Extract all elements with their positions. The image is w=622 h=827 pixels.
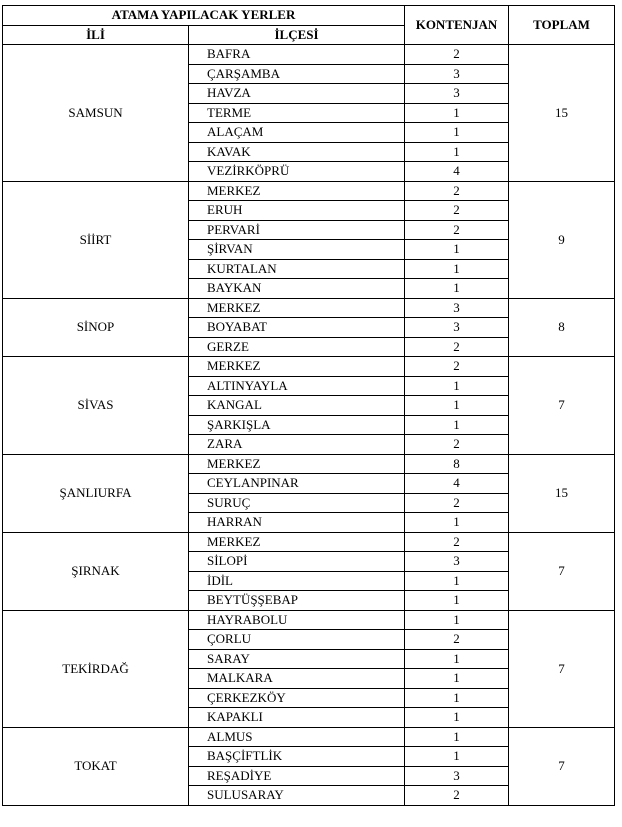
quota-cell: 2	[405, 532, 509, 552]
quota-cell: 2	[405, 201, 509, 221]
district-cell: KAPAKLI	[189, 708, 405, 728]
quota-cell: 1	[405, 396, 509, 416]
district-cell: MERKEZ	[189, 532, 405, 552]
district-cell: BOYABAT	[189, 318, 405, 338]
district-cell: VEZİRKÖPRÜ	[189, 162, 405, 182]
district-cell: HARRAN	[189, 513, 405, 533]
province-cell: SİİRT	[3, 181, 189, 298]
quota-cell: 1	[405, 103, 509, 123]
district-cell: BEYTÜŞŞEBAP	[189, 591, 405, 611]
total-cell: 7	[509, 357, 615, 455]
table-row	[3, 357, 615, 377]
quota-cell: 1	[405, 591, 509, 611]
total-cell: 7	[509, 610, 615, 727]
quota-cell: 4	[405, 162, 509, 182]
total-cell: 7	[509, 532, 615, 610]
quota-cell: 2	[405, 786, 509, 806]
district-cell: HAYRABOLU	[189, 610, 405, 630]
table-row	[3, 298, 615, 318]
quota-cell: 8	[405, 454, 509, 474]
quota-cell: 1	[405, 708, 509, 728]
total-cell: 15	[509, 45, 615, 182]
district-cell: TERME	[189, 103, 405, 123]
quota-cell: 1	[405, 376, 509, 396]
table-row	[3, 532, 615, 552]
total-cell: 7	[509, 727, 615, 805]
district-cell: SURUÇ	[189, 493, 405, 513]
quota-cell: 1	[405, 279, 509, 299]
quota-cell: 3	[405, 298, 509, 318]
district-cell: ÇORLU	[189, 630, 405, 650]
district-cell: İDİL	[189, 571, 405, 591]
quota-cell: 2	[405, 357, 509, 377]
province-cell: TEKİRDAĞ	[3, 610, 189, 727]
quota-cell: 1	[405, 240, 509, 260]
district-cell: PERVARİ	[189, 220, 405, 240]
table-body	[3, 45, 615, 806]
district-cell: KURTALAN	[189, 259, 405, 279]
quota-cell: 2	[405, 220, 509, 240]
header-toplam: TOPLAM	[509, 6, 615, 45]
table-row	[3, 45, 615, 65]
quota-cell: 1	[405, 571, 509, 591]
district-cell: SULUSARAY	[189, 786, 405, 806]
province-cell: SAMSUN	[3, 45, 189, 182]
table-row	[3, 454, 615, 474]
district-cell: ALTINYAYLA	[189, 376, 405, 396]
quota-cell: 1	[405, 610, 509, 630]
district-cell: ALAÇAM	[189, 123, 405, 143]
table-row	[3, 181, 615, 201]
quota-cell: 2	[405, 435, 509, 455]
district-cell: MERKEZ	[189, 357, 405, 377]
district-cell: KAVAK	[189, 142, 405, 162]
quota-cell: 3	[405, 64, 509, 84]
district-cell: REŞADİYE	[189, 766, 405, 786]
district-cell: BAFRA	[189, 45, 405, 65]
district-cell: ZARA	[189, 435, 405, 455]
quota-cell: 1	[405, 513, 509, 533]
quota-cell: 3	[405, 766, 509, 786]
total-cell: 9	[509, 181, 615, 298]
district-cell: CEYLANPINAR	[189, 474, 405, 494]
province-cell: ŞIRNAK	[3, 532, 189, 610]
district-cell: ŞİRVAN	[189, 240, 405, 260]
district-cell: BAYKAN	[189, 279, 405, 299]
table-row	[3, 610, 615, 630]
quota-cell: 1	[405, 747, 509, 767]
district-cell: ERUH	[189, 201, 405, 221]
total-cell: 8	[509, 298, 615, 357]
quota-cell: 2	[405, 181, 509, 201]
quota-cell: 1	[405, 123, 509, 143]
total-cell: 15	[509, 454, 615, 532]
header-il: İLİ	[3, 25, 189, 45]
district-cell: BAŞÇİFTLİK	[189, 747, 405, 767]
quota-cell: 1	[405, 142, 509, 162]
quota-cell: 2	[405, 337, 509, 357]
header-ilce: İLÇESİ	[189, 25, 405, 45]
quota-cell: 3	[405, 318, 509, 338]
district-cell: ALMUS	[189, 727, 405, 747]
province-cell: SİNOP	[3, 298, 189, 357]
quota-cell: 1	[405, 259, 509, 279]
district-cell: KANGAL	[189, 396, 405, 416]
district-cell: ÇERKEZKÖY	[189, 688, 405, 708]
district-cell: ŞARKIŞLA	[189, 415, 405, 435]
district-cell: GERZE	[189, 337, 405, 357]
district-cell: ÇARŞAMBA	[189, 64, 405, 84]
quota-cell: 2	[405, 630, 509, 650]
district-cell: SARAY	[189, 649, 405, 669]
quota-cell: 2	[405, 45, 509, 65]
province-cell: ŞANLIURFA	[3, 454, 189, 532]
header-kontenjan: KONTENJAN	[405, 6, 509, 45]
quota-cell: 3	[405, 552, 509, 572]
quota-cell: 1	[405, 649, 509, 669]
district-cell: MERKEZ	[189, 454, 405, 474]
quota-cell: 2	[405, 493, 509, 513]
quota-cell: 1	[405, 669, 509, 689]
province-cell: SİVAS	[3, 357, 189, 455]
quota-cell: 4	[405, 474, 509, 494]
district-cell: MERKEZ	[189, 298, 405, 318]
quota-cell: 3	[405, 84, 509, 104]
assignment-table	[2, 5, 615, 806]
district-cell: MERKEZ	[189, 181, 405, 201]
district-cell: HAVZA	[189, 84, 405, 104]
table-title: ATAMA YAPILACAK YERLER	[3, 6, 405, 26]
district-cell: SİLOPİ	[189, 552, 405, 572]
district-cell: MALKARA	[189, 669, 405, 689]
table-row	[3, 727, 615, 747]
quota-cell: 1	[405, 727, 509, 747]
quota-cell: 1	[405, 688, 509, 708]
quota-cell: 1	[405, 415, 509, 435]
table-header	[3, 6, 615, 45]
province-cell: TOKAT	[3, 727, 189, 805]
